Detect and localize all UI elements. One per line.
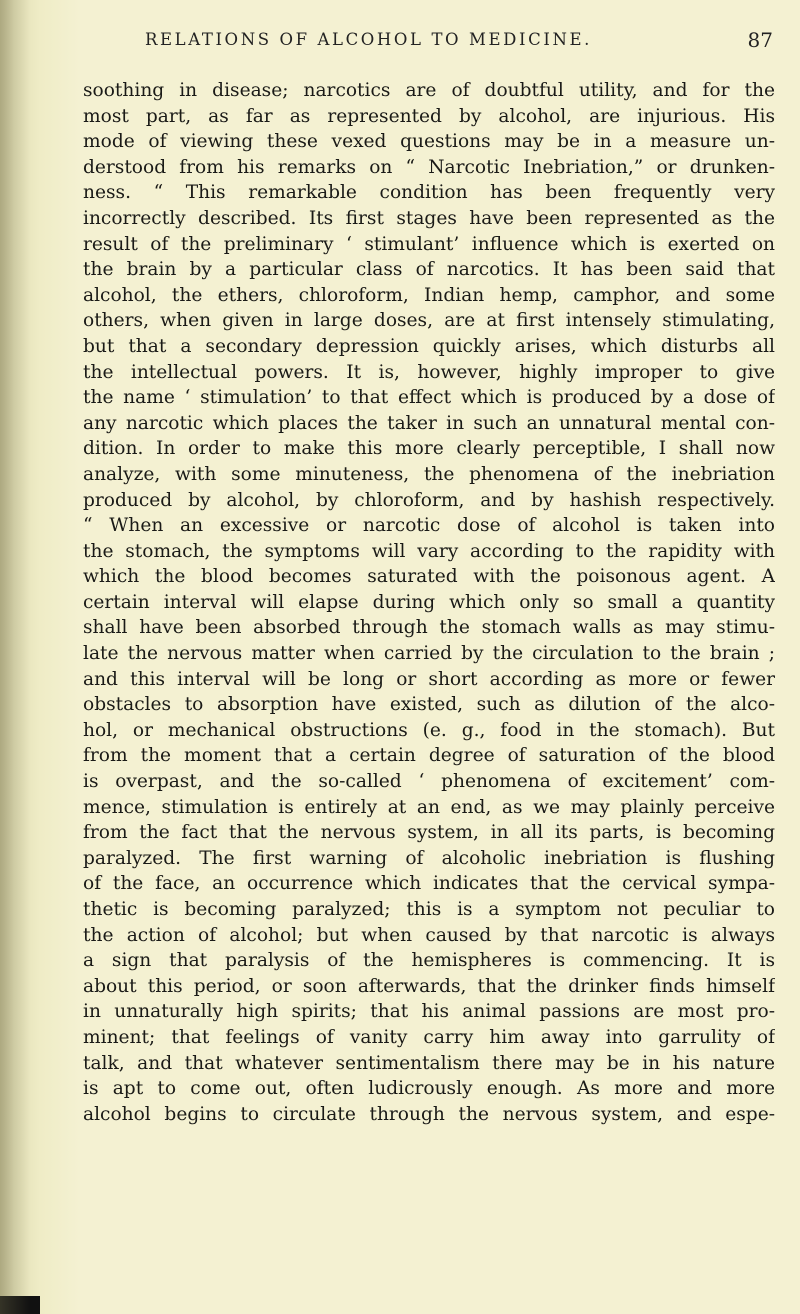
text-line: but that a secondary depression quickly arises, which disturbs all	[83, 335, 775, 357]
text-line: incorrectly described. Its first stages have been represented as the	[83, 207, 775, 229]
text-line: mence, stimulation is entirely at an end, as we may plainly perceive	[83, 796, 775, 818]
body-text	[83, 78, 775, 1127]
text-line: produced by alcohol, by chloroform, and by hashish respectively.	[83, 489, 775, 511]
text-line: soothing in disease; narcotics are of doubtful utility, and for the	[83, 80, 775, 101]
page-number: 87	[747, 28, 773, 52]
text-line: alcohol, the ethers, chloroform, Indian hemp, camphor, and some	[83, 284, 775, 306]
text-line: derstood from his remarks on “ Narcotic Inebriation,” or drunken-	[83, 156, 775, 178]
text-line: about this period, or soon afterwards, that the drinker finds himself	[83, 975, 775, 997]
text-line: is overpast, and the so-called ‘ phenomena of excitement’ com-	[83, 771, 775, 793]
text-line: is apt to come out, often ludicrously enough. As more and more	[83, 1078, 775, 1100]
text-line: the action of alcohol; but when caused by that narcotic is always	[83, 924, 775, 946]
text-line: most part, as far as represented by alcohol, are injurious. His	[83, 105, 775, 127]
text-line: shall have been absorbed through the stomach walls as may stimu-	[83, 617, 775, 639]
text-line: analyze, with some minuteness, the phenomena of the inebriation	[83, 463, 775, 485]
text-line: result of the preliminary ‘ stimulant’ influence which is exerted on	[83, 233, 775, 255]
text-line: dition. In order to make this more clearly perceptible, I shall now	[83, 438, 775, 460]
text-line: a sign that paralysis of the hemispheres is commencing. It is	[83, 950, 775, 972]
text-line: which the blood becomes saturated with the poisonous agent. A	[83, 566, 775, 588]
text-line: the brain by a particular class of narcotics. It has been said that	[83, 259, 775, 281]
text-line: hol, or mechanical obstructions (e. g., food in the stomach). But	[83, 719, 775, 741]
text-line: from the fact that the nervous system, in all its parts, is becoming	[83, 822, 775, 844]
text-line: alcohol begins to circulate through the nervous system, and espe-	[83, 1103, 775, 1125]
text-line: the intellectual powers. It is, however, highly improper to give	[83, 361, 775, 383]
text-line: ness. “ This remarkable condition has been frequently very	[83, 182, 775, 204]
text-line: late the nervous matter when carried by the circulation to the brain ;	[83, 643, 775, 665]
text-line: the stomach, the symptoms will vary according to the rapidity with	[83, 540, 775, 562]
text-line: and this interval will be long or short according as more or fewer	[83, 668, 775, 690]
text-line: “ When an excessive or narcotic dose of alcohol is taken into	[83, 515, 775, 537]
text-line: talk, and that whatever sentimentalism there may be in his nature	[83, 1052, 775, 1074]
text-line: of the face, an occurrence which indicates that the cervical sympa-	[83, 873, 775, 895]
text-line: paralyzed. The first warning of alcoholic inebriation is flushing	[83, 847, 775, 869]
text-line: thetic is becoming paralyzed; this is a symptom not peculiar to	[83, 899, 775, 920]
scan-edge-mark	[0, 1296, 40, 1314]
text-line: certain interval will elapse during which only so small a quantity	[83, 591, 775, 613]
text-line: obstacles to absorption have existed, such as dilution of the alco-	[83, 694, 775, 716]
text-line: others, when given in large doses, are at first intensely stimulating,	[83, 310, 775, 332]
text-line: mode of viewing these vexed questions may be in a measure un-	[83, 131, 775, 153]
text-line: from the moment that a certain degree of saturation of the blood	[83, 745, 775, 767]
text-line: any narcotic which places the taker in such an unnatural mental con-	[83, 412, 775, 434]
text-line: the name ‘ stimulation’ to that effect which is produced by a dose of	[83, 387, 775, 409]
text-line: in unnaturally high spirits; that his animal passions are most pro-	[83, 1001, 775, 1023]
running-title: RELATIONS OF ALCOHOL TO MEDICINE.	[145, 30, 592, 49]
text-line: minent; that feelings of vanity carry him away into garrulity of	[83, 1026, 775, 1048]
page-header	[145, 30, 773, 60]
